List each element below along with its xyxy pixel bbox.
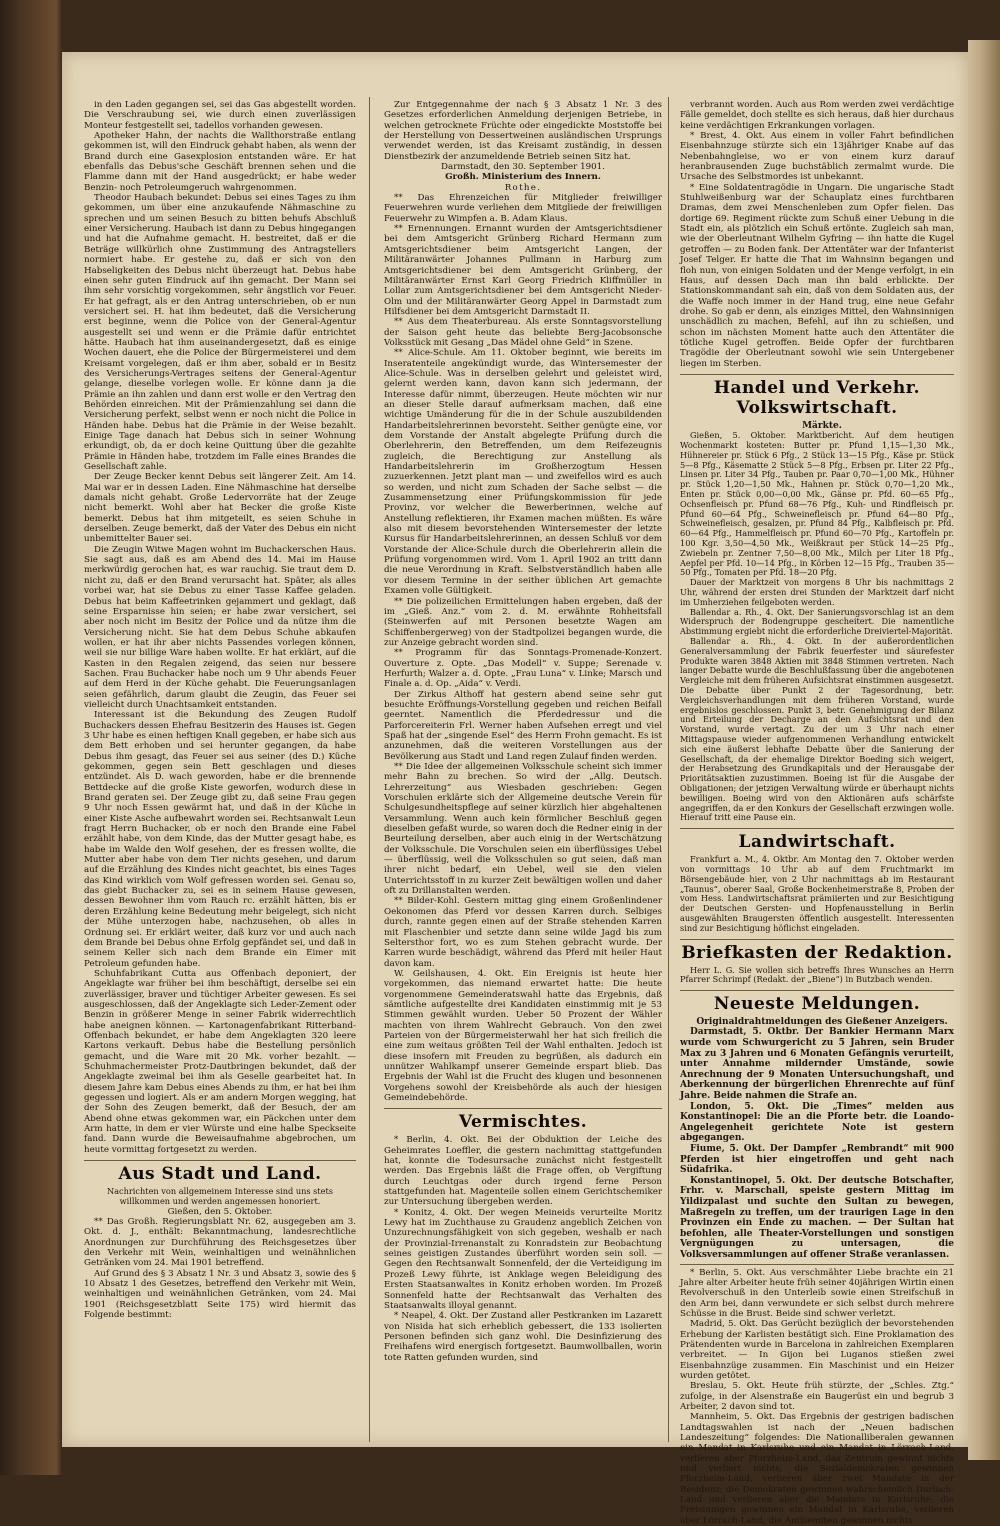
- section-heading-vermischtes: Vermischtes.: [384, 1108, 662, 1132]
- article-paragraph: Madrid, 5. Okt. Das Gerücht bezüglich der bevorstehenden Erhebung der Karlisten bestätigt sich. Eine Proklamation des Prätendenten wurde in Barcelona in zahlreichen Exemplaren verbreitet. — In Gijon bei Luganos stießen zwei Eisenbahnzüge zusammen. Ein Maschinist und ein Heizer wurden getötet.: [680, 1319, 954, 1381]
- article-paragraph: ** Alice-Schule. Am 11. Oktober beginnt, wie bereits im Inseratenteile angekündigt wurde, das Wintersemester der Alice-Schule. Was in derselben gelehrt und geleistet wird, gelernt werden kann, davon kann sich jedermann, der Interesse dafür nimmt, überzeugen. Heute möchten wir nur an dieser Stelle darauf aufmerksam machen, daß eine wichtige Umänderung für die in der Schule auszubildenden Handarbeitslehrerinnen bevorsteht. Seither genügte eine, vor dem Vorstande der Anstalt abgelegte Prüfung durch die Oberlehrerin, den Betreffenden, um dem Reifezeugnis zugleich, die Berechtigung zur Anstellung als Handarbeitslehrerin im Großherzogtum Hessen zuzuerkennen. Jetzt plant man — und zweifellos wird es auch so werden, und nicht zum Schaden der Sache selbst — die Zusammensetzung einer Prüfungskommission für jede Provinz, vor welcher die Bewerberinnen, welche auf Anstellung reflektieren, ihr Examen machen müßten. Es wäre also mit diesem bevorstehenden Wintersemester der letzte Kursus für Handarbeitslehrerinnen, an dessen Schluß vor dem Vorstande der Alice-Schule durch die Oberlehrerin allein die Prüfung vorgenommen wird. Vom 1. April 1902 an tritt dann die neue Verordnung in Kraft. Selbstverständlich haben alle vor diesem Termine in der seither üblichen Art gemachte Examen volle Gültigkeit.: [384, 348, 662, 597]
- article-paragraph: Zur Entgegennahme der nach § 3 Absatz 1 Nr. 3 des Gesetzes erforderlichen Anmeldung derjenigen Betriebe, in welchen getrocknete Früchte oder eingedickte Moststoffe bei der Herstellung von Dessertweinen ausländischen Ursprungs verwendet werden, ist das Kreisamt zuständig, in dessen Dienstbezirk der anzumeldende Betrieb seinen Sitz hat.: [384, 100, 662, 162]
- column-1: [84, 100, 356, 1440]
- article-paragraph: Ballendar a. Rh., 4. Okt. Der Sanierungsvorschlag ist an dem Widerspruch der Bodengruppe gescheitert. Die namentliche Abstimmung ergiebt nicht die erforderliche Dreiviertel-Majorität.: [680, 606, 954, 637]
- section-heading-neueste-meldungen: Neueste Meldungen.: [680, 990, 954, 1014]
- section-heading-handel: Handel und Verkehr. Volkswirtschaft.: [680, 374, 954, 418]
- article-paragraph: * Berlin, 4. Okt. Bei der Obduktion der Leiche des Geheimrates Loeffler, die gestern nachmittag stattgefunden hat, konnte die Todesursache zunächst nicht festgestellt werden. Das Ergebnis läßt die Frage offen, ob Vergiftung durch Leuchtgas oder durch irgend ferne Person stattgefunden hat. Magenteile sollen einem Gerichtschemiker zur Untersuchung übergeben werden.: [384, 1135, 662, 1208]
- signature-date: Darmstadt, den 30. September 1901.: [441, 162, 605, 173]
- newspaper-page: [62, 52, 968, 1526]
- article-paragraph: Der Zirkus Althoff hat gestern abend seine sehr gut besuchte Eröffnungs-Vorstellung gegeben und reichen Beifall geerntet. Namentlich die Pferdedressur und die Parforcereiterin Frl. Werner haben Aufsehen erregt und viel Spaß hat der „singende Esel“ des Herrn Frohn gemacht. Es ist anzunehmen, daß die weiteren Vorstellungen aus der Bevölkerung aus Stadt und Land regen Zulauf finden werden.: [384, 689, 662, 762]
- signature-name: Rothe.: [504, 182, 542, 193]
- article-paragraph: ** Bilder-Kohl. Gestern mittag ging einem Großenlindener Oekonomen das Pferd vor dessen Karren durch. Selbiges durch, rannte gegen einen auf der Straße stehenden Karren mit Flaschenbier und setzte dann seine wilde Jagd bis zum Seltersthor fort, wo es zum Stehen gebracht wurde. Der Karren wurde beschädigt, während das Pferd mit heiler Haut davon kam.: [384, 896, 662, 969]
- article-paragraph: Theodor Haubach bekundet: Debus sei eines Tages zu ihm gekommen, um über eine anzukaufende Nähmaschine zu sprechen und um seinen Besuch zu bitten behufs Abschluß einer Versicherung. Haubach ist dann zu Debus hingegangen und hat die Aufnahme gemacht. H. bestreitet, daß er die Beträge willkürlich ohne Zustimmung des Antragstellers normiert habe. Er gestehe zu, daß er sich von den Habseligkeiten des Debus nicht überzeugt hat. Debus habe einen sehr guten Eindruck auf ihn gemacht. Der Mann sei ihm sehr vorsichtig vorgekommen, sehr ängstlich vor Feuer. Er hat gefragt, als er den Antrag unterschrieben, ob er nun versichert sei. H. hat ihm bedeutet, daß die Versicherung erst beginne, wenn die Police von der General-Agentur ausgestellt sei und wenn er die Prämie dafür entrichtet hätte. Haubach hat ihm auseinandergesetzt, daß es einige Wochen dauert, ehe die Police der Bürgermeisterei und dem Kreisamt vorgelegen, daß er ihm aber, sobald er in Besitz des Versicherungs-Vertrages seitens der General-Agentur gelange, dieselbe vorlegen wolle. Er könne dann ja die Prämie an ihn zahlen und dann erst wolle er den Vertrag den Behörden einreichen. Mit der Prämienzahlung sei dann die Versicherung perfekt, selbst wenn er noch nicht die Police in Händen habe. Debus hat die Prämie in der Weise bezahlt. Einige Tage danach hat Debus sich in seiner Wohnung erkundigt, ob, da er doch keine Quittung über die gezahlte Prämie in Händen habe, trotzdem im Falle eines Brandes die Gesellschaft zahle.: [84, 193, 356, 473]
- article-paragraph: ** Das Ehrenzeichen für Mitglieder freiwilliger Feuerwehren wurde verliehen dem Mitgliede der freiwilligen Feuerwehr zu Wimpfen a. B. Adam Klaus.: [384, 193, 662, 224]
- article-paragraph: Dauer der Marktzeit von morgens 8 Uhr bis nachmittags 2 Uhr, während der ersten drei Stunden der Marktzeit darf nicht im Umherziehen feilgeboten werden.: [680, 577, 954, 607]
- article-paragraph: ** Die polizeilichen Ermittelungen haben ergeben, daß der im „Gieß. Anz.“ vom 2. d. M. erwähnte Rohheitsfall (Steinwerfen auf mit Personen besetzte Wagen am Schiffenbergerweg) von der Stadtpolizei begangen wurde, die zur Anzeige gebracht worden sind.: [384, 596, 662, 648]
- article-paragraph: London, 5. Okt. Die „Times“ melden aus Konstantinopel: Die an die Pforte betr. die Loando-Angelegenheit gerichtete Note ist gestern abgegangen.: [680, 1101, 954, 1144]
- article-paragraph: Gießen, 5. Oktober. Marktbericht. Auf dem heutigen Wochenmarkt kosteten: Butter pr. Pfund 1,15—1,30 Mk., Hühnereier pr. Stück 6 Pfg., 2 Stück 13—15 Pfg., Käse pr. Stück 5—8 Pfg., Käsematte 2 Stück 5—8 Pfg., Erbsen pr. Liter 22 Pfg., Linsen pr. Liter 34 Pfg., Tauben pr. Paar 0,70—1,00 Mk., Hühner pr. Stück 1,20—1,50 Mk., Hahnen pr. Stück 0,70—1,20 Mk., Enten pr. Stück 0,00—0,00 Mk., Gänse pr. Pfd. 60—65 Pfg., Ochsenfleisch pr. Pfund 68—76 Pfg., Kuh- und Rindfleisch pr. Pfund 60—64 Pfg., Schweinefleisch pr. Pfund 64—80 Pfg., Schweinefleisch, gesalzen, pr. Pfund 84 Pfg., Kalbfleisch pr. Pfd. 60—64 Pfg., Hammelfleisch pr. Pfund 60—70 Pfg., Kartoffeln pr. 100 Kgr. 3,50—4,50 Mk., Weißkraut per Stück 14—25 Pfg., Zwiebeln pr. Zentner 7,50—8,00 Mk., Milch per Liter 18 Pfg., Aepfel per Pfd. 10—14 Pfg., in Körben 12—15 Pfg., Trauben 35—50 Pfg., Tomaten per Pfd. 18—20 Pfg.: [680, 430, 954, 578]
- article-paragraph: in den Laden gegangen sei, sei das Gas abgestellt worden. Die Verschraubung sei, wie durch einen zuverlässigen Monteur festgestellt sei, tadellos vorhanden gewesen.: [84, 100, 356, 131]
- article-paragraph: Mannheim, 5. Okt. Das Ergebnis der gestrigen badischen Landtagswahlen ist nach der „Neuen badischen Landeszeitung“ folgendes: Die Nationalliberalen gewannen ein Mandat in Karlsruhe und ein Mandat in Lörrach-Land, verlieren aber Pforzheim-Land, das Zentrum gewinnt nichts und verliert nichts; die Sozialdemokraten gewinnen Pforzheim-Land, verlieren aber zwei Mandate in der Residenz; die Demokraten gewinnen wahrscheinlich Durlach-Land und verlieren aber die Mandate in Karlsruhe; die Freisinnigen gewinnen ein Mandat in Karlsruhe, verlieren aber Lörrach-Land; die Antisemiten gewinnen nichts: [680, 1412, 954, 1526]
- section-note: Nachrichten von allgemeinem Interesse sind uns stets willkommen und werden angemessen honoriert.: [106, 1186, 334, 1206]
- article-paragraph: * Eine Soldatentragödie in Ungarn. Die ungarische Stadt Stuhlweißenburg war der Schauplatz eines furchtbaren Dramas, dem zwei Menschenleben zum Opfer fielen. Das dortige 69. Regiment rückte zum Schuß einer Uebung in die Stadt ein, als plötzlich ein Schuß ertönte. Zugleich sah man, wie der Oberleutnant Wilhelm Gyfring — ihn hatte die Kugel getroffen — zu Boden fank. Der Attentäter war der Infanterist Josef Telger. Er hatte die That im Wahnsinn begangen und floh nun, von einigen Soldaten und der Menge verfolgt, in ein Haus, auf dessen Dach man ihn bald erblickte. Der Stationskommandant sah ein, daß von dem Soldaten aus, der die Waffe noch immer in der Hand trug, eine neue Gefahr drohe. So gab er denn, als einziges Mittel, den Wahnsinnigen unschädlich zu machen, Befehl, auf ihn zu schießen, und schon im nächsten Moment hatte auch den Attentäter die tötliche Kugel getroffen. Beide Opfer der furchtbaren Tragödie der Oberleutnant sowohl wie sein Untergebener liegen im Sterben.: [680, 182, 954, 369]
- article-paragraph: Frankfurt a. M., 4. Oktbr. Am Montag den 7. Oktober werden von vormittags 10 Uhr ab auf dem Fruchtmarkt im Börsengebäude hier, von 2 Uhr nachmittags ab im Restaurant „Taunus“, oberer Saal, Große Bockenheimerstraße 8, Proben der vom Hess. Landwirtschaftsrat prämiierten und zur Besichtigung der Deutschen Gersten- und Hopfenausstellung in Berlin ausgewählten Braugersten öffentlich ausgestellt. Interessenten sind zur Besichtigung höflichst eingeladen.: [680, 854, 954, 933]
- article-paragraph: Interessant ist die Bekundung des Zeugen Rudolf Buchackers dessen Ehefrau Besitzerin des Hauses ist. Gegen 3 Uhr habe es einen heftigen Knall gegeben, er habe sich aus dem Bett erhoben und sei herunter gegangen, da habe Debus ihm gesagt, das Feuer sei aus seiner (des D.) Küche gekommen, gegen sein Bett geschlagen und dieses entzündet. Als D. wach geworden, habe er die brennende Bettdecke auf die große Kiste geworfen, wodurch diese in Brand geraten sei. Der Zeuge gibt zu, daß seine Frau gegen 9 Uhr noch Essen gewärmt hat, und daß in der Küche in einer Kiste Asche aufbewahrt worden sei. Rechtsanwalt Leun fragt Herrn Buchacker, ob er noch den Brande eine Fabel erzählt habe, von dem Kinde, das der Mutter gesagt habe, es habe im Walde den Wolf gesehen, der es fressen wollte, die Mutter aber habe von dem Tier nichts gesehen, und darum auf die Erzählung des Kindes nicht geachtet, bis eines Tages das Kind wirklich vom Wolf gefressen worden sei. Genau so, das giebt Buchacker zu, sei es in seinem Hause gewesen, dessen Bewohner ihm vom Rauch rc. erzählt hätten, bis er deren Erzählung keine Bedeutung mehr beigelegt, sich nicht der Mühe unterzogen habe, nachzusehen, ob alles in Ordnung sei. Er erklärt weiter, daß kurz vor und auch nach dem Brande bei Debus ohne Erfolg gepfändet sei, und daß in seinem Keller sich nach dem Brande ein Eimer mit Petroleum gefunden habe.: [84, 710, 356, 969]
- article-paragraph: * Brest, 4. Okt. Aus einem in voller Fahrt befindlichen Eisenbahnzuge stürzte sich ein 13jähriger Knabe auf das Nebenbahngleise, wo er von einem kurz darauf heranbrausenden Zuge buchstäblich zermalmt wurde. Die Ursache des Selbstmordes ist unbekannt.: [680, 131, 954, 183]
- dateline: Gießen, den 5. Oktober.: [167, 1206, 273, 1217]
- article-paragraph: * Berlin, 5. Okt. Aus verschmähter Liebe brachte ein 21 Jahre alter Arbeiter heute früh seiner 40jährigen Wirtin einen Revolverschuß in den Unterleib sowie einen Streifschuß in den Arm bei, dann verwundete er sich selbst durch mehrere Schüsse in die Brust. Beide sind schwer verletzt.: [680, 1267, 954, 1319]
- article-paragraph: ** Ernennungen. Ernannt wurden der Amtsgerichtsdiener bei dem Amtsgericht Grünberg Richard Hermann zum Amtsgerichtsdiener beim Amtsgericht Langen, der Militäranwärter Johannes Pullmann in Harburg zum Amtsgerichtsdiener bei dem Amtsgericht Grünberg, der Militäranwärter Ernst Karl Georg Friedrich Kliffmüller in Lollar zum Amtsgerichtsdiener bei dem Amtsgericht Nieder-Olm und der Militäranwärter Georg Appel in Darmstadt zum Hilfsdiener bei dem Amtsgericht Darmstadt II.: [384, 224, 662, 317]
- article-paragraph: ** Die Idee der allgemeinen Volksschule scheint sich immer mehr Bahn zu brechen. So wird der „Allg. Deutsch. Lehrerzeitung“ aus Wiesbaden geschrieben: Gegen Vorschulen erklärte sich der Allgemeine deutsche Verein für Schulgesundheitspflege auf seiner kürzlich hier abgehaltenen Versammlung. Wenn auch kein förmlicher Beschluß gegen dieselben gefaßt wurde, so waren doch die Redner einig in der Beurteilung derselben, aber auch einig in der Wertschätzung der Volksschule. Die Vorschulen seien ein überflüssiges Uebel — überflüssig, weil die Volksschulen so gut seien, daß man ihrer nicht bedarf, ein Uebel, weil sie den vielen Unterrichtsstoff in zu kurzer Zeit bewältigen wollen und daher oft zu Drillanstalten werden.: [384, 762, 662, 897]
- column-rule: [369, 97, 370, 1442]
- next-page-edge: [968, 40, 1000, 1460]
- article-paragraph: W. Geilshausen, 4. Okt. Ein Ereignis ist heute hier vorgekommen, das niemand erwartet hatte: Die heute vorgenommene Gemeinderatswahl hatte das Ergebnis, daß sämtliche aufgestellte drei Kandidaten einstimmig mit je 53 Stimmen gewählt wurden. Ueber 50 Prozent der Wähler machten von ihrem Wahlrecht Gebrauch. Von den zwei Parteien von der Bürgermeisterwahl her hat sich freilich die eine zum weitaus größten Teil der Wahl enthalten. Jedoch ist diese insofern mit Freuden zu begrüßen, als dadurch ein unnützer Wahlkampf unserer Gemeinde erspart blieb. Das Ergebnis der Wahl ist die Frucht des klugen und besonnenen Vorgehens sowohl der Kreisbehörde als auch der hiesigen Gemeindebehörde.: [384, 968, 662, 1103]
- column-3: [680, 100, 954, 1526]
- divider: [680, 1264, 954, 1265]
- subheading-maerkte: Märkte.: [802, 420, 842, 431]
- article-paragraph: * Neapel, 4. Okt. Der Zustand aller Pestkranken im Lazarett von Nisida hat sich erheblich gebessert, die 133 isolierten Personen befinden sich ganz wohl. Die Desinfizierung des Freihafens wird energisch fortgesetzt. Baumwollballen, worin tote Ratten gefunden wurden, sind: [384, 1311, 662, 1363]
- article-paragraph: Breslau, 5. Okt. Heute früh stürzte, der „Schles. Ztg.“ zufolge, in der Alsenstraße ein Baugerüst ein und begrub 3 Arbeiter, 2 davon sind tot.: [680, 1381, 954, 1412]
- article-paragraph: ** Das Großh. Regierungsblatt Nr. 62, ausgegeben am 3. Okt. d. J., enthält: Bekanntmachung, landesrechtliche Anordnungen zur Durchführung des Reichsgesetzes über den Verkehr mit Wein, weinhaltigen und weinähnlichen Getränken vom 24. Mai 1901 betreffend.: [84, 1217, 356, 1269]
- column-rule: [668, 97, 669, 1442]
- article-paragraph: Herr L. G. Sie wollen sich betreffs Ihres Wunsches an Herrn Pfarrer Schrimpf (Redakt. der „Biene“) in Butzbach wenden.: [680, 964, 954, 985]
- section-heading-landwirtschaft: Landwirtschaft.: [680, 828, 954, 852]
- article-paragraph: verbrannt worden. Auch aus Rom werden zwei verdächtige Fälle gemeldet, doch stellte es sich heraus, daß hier durchaus keine verdächtigen Erkrankungen vorlagen.: [680, 100, 954, 131]
- article-paragraph: Auf Grund des § 3 Absatz 1 Nr. 3 und Absatz 3, sowie des § 10 Absatz 1 des Gesetzes, betreffend den Verkehr mit Wein, weinhaltigen und weinähnlichen Getränken, vom 24. Mai 1901 (Reichsgesetzblatt Seite 175) wird hiermit das Folgende bestimmt:: [84, 1268, 356, 1321]
- section-heading-briefkasten: Briefkasten der Redaktion.: [680, 939, 954, 963]
- article-paragraph: Konstantinopel, 5. Okt. Der deutsche Botschafter, Frhr. v. Marschall, speiste gestern Mittag im Yildizpalast und suchte den Sultan zu bewegen, Maßregeln zu treffen, um der traurigen Lage in den Provinzen ein Ende zu machen. — Der Sultan hat befohlen, alle Theater-Vorstellungen und sonstigen Vergnügungen zu untersagen, die Volksversammlungen auf offener Straße veranlassen.: [680, 1175, 954, 1260]
- section-heading-stadt-und-land: Aus Stadt und Land.: [84, 1160, 356, 1184]
- article-paragraph: Darmstadt, 5. Oktbr. Der Bankier Hermann Marx wurde vom Schwurgericht zu 5 Jahren, sein Bruder Max zu 3 Jahren und 6 Monaten Gefängnis verurteilt, unter Annahme mildernder Umstände, sowie Anrechnung der 9 Monaten Untersuchungshaft, und Aberkennung der bürgerlichen Ehrenrechte auf fünf Jahre. Beide nahmen die Strafe an.: [680, 1027, 954, 1102]
- column-2: [384, 100, 662, 1440]
- signature-ministry: Großh. Ministerium des Innern.: [445, 172, 601, 183]
- article-paragraph: ** Programm für das Sonntags-Promenade-Konzert. Ouverture z. Opte. „Das Modell“ v. Suppe; Serenade v. Herfurth; Walzer a. d. Opte. „Frau Luna“ v. Linke; Marsch und Finale a. d. Op. „Aida“ v. Verdi.: [384, 648, 662, 690]
- article-paragraph: Ballendar a. Rh., 4. Okt. In der außerordentlichen Generalversammlung der Fabrik feuerfester und säurefester Produkte waren 3848 Aktien mit 3848 Stimmen vertreten. Nach langer Debatte wurde die Beschlußfassung über die angebotenen Vergleiche mit dem früheren Aufsichtsrat einstimmen ausgesetzt. Die Debatte über Punkt 2 der Tagesordnung, betr. Vergleichsverhandlungen mit dem früheren Vorstand, wurde ergebnislos geschlossen. Punkt 3, betr. Genehmigung der Bilanz und Erteilung der Decharge an den Aufsichtsrat und den Vorstand, wurde vertagt. Zu der um 3 Uhr nach einer Mittagspause wieder aufgenommenen Verhandlung entwickelt sich eine äußerst lebhafte Debatte über die Sanierung der Gesellschaft, da der ehemalige Direktor Boeding sich weigert, der Herabsetzung des Grundkapitals und der Herausgabe der Prioritätsaktien zuzustimmen. Boeing ist für die Ausgabe der Obligationen; der jetzigen Verwaltung würde er überhaupt nichts bewilligen. Boeing wird von den Aktionären aufs schärfste angegriffen, da er den Konkurs der Gesellschaft erzwingen wolle. Hierauf tritt eine Pause ein.: [680, 636, 954, 823]
- subheading-originaldrahtmeldungen: Originaldrahtmeldungen des Gießener Anzeigers.: [696, 1017, 948, 1028]
- article-paragraph: Schuhfabrikant Cutta aus Offenbach deponiert, der Angeklagte war früher bei ihm beschäftigt, derselbe sei ein zuverlässiger, braver und tüchtiger Arbeiter gewesen. Es sei ausgeschlossen, daß der Angeklagte sich Leder-Zement oder Benzin in größerer Menge in seiner Fabrik widerrechtlich habe aneignen können. — Kartonagenfabrikant Ritterband-Offenbach bekundet, er habe dem Angeklagten 320 leere Kartons verkauft. Debus habe die Bestellung persönlich gemacht, und die Ware mit 20 Mk. vorher bezahlt. — Schuhmachermeister Protz-Dautbringen bekundet, daß der Angeklagte zweimal bei ihm als Geselle gearbeitet hat. In diesem Jahre kam Debus eines Abends zu ihm, er hat bei ihm gegessen und logiert. Als er am andern Morgen wegging, hat der Sohn des Zeugen bemerkt, daß der Besuch, der am Abend ohne etwas gekommen war, ein Päckchen unter dem Arm hatte, in dem er vier Würste und eine halbe Speckseite fand. Dann wurde die Beweisaufnahme abgebrochen, um heute vormittag fortgesetzt zu werden.: [84, 968, 356, 1155]
- article-paragraph: Der Zeuge Becker kennt Debus seit längerer Zeit. Am 14. Mai war er in dessen Laden. Eine Nähmaschine hat derselbe damals nicht gehabt. Große Ledervorräte hat der Zeuge nicht bemerkt. Wohl aber hat Becker die große Kiste bemerkt. Debus hat ihm mitgeteilt, es seien Schuhe in derselben. Zeuge bemerkt, daß der Vater des Debus ein nicht unbemittelter Bauer sei.: [84, 472, 356, 545]
- article-paragraph: Apotheker Hahn, der nachts die Wallthorstraße entlang gekommen ist, will den Eindruck gehabt haben, als wenn der Brand durch eine Gasexplosion entstanden wäre. Er hat ebenfalls das Debus'sche Geschäft brennen sehen und die Flamme dann mit der Hand ausgedrückt; er habe weder Benzin- noch Petroleumgeruch wahrgenommen.: [84, 131, 356, 193]
- article-paragraph: Fiume, 5. Okt. Der Dampfer „Rembrandt“ mit 900 Pferden ist hier eingetroffen und geht nach Südafrika.: [680, 1144, 954, 1176]
- article-paragraph: Die Zeugin Witwe Magen wohnt im Buchackerschen Haus. Sie sagt aus, daß es am Abend des 14. Mai im Hause merkwürdig gerochen hat, es war rauchig. Sie traut dem D. nicht zu, daß er den Brand verursacht hat. Später, als alles vorbei war, hat sie Debus zu einer Tasse Kaffee geladen. Debus hat beim Kaffeetrinken gejammert und geklagt, daß seine Ersparnisse hin seien; er habe zwar versichert, sei aber noch nicht im Besitz der Police und da nütze ihm die Versicherung nicht. Sie hat dem Debus Schuhe abkaufen wollen, er hat ihr aber nichts Passendes vorlegen können, weil sie nur billige Ware haben wollte. Er hat erklärt, auf die Kasten in den Regalen zeigend, das seien nur bessere Sachen. Frau Buchacker habe noch um 9 Uhr abends Feuer auf dem Herd in der Küche gehabt. Die Feuerungsanlagen seien gefährlich, darum glaubt die Zeugin, das Feuer sei vielleicht durch Unachtsamkeit entstanden.: [84, 544, 356, 710]
- article-paragraph: * Konitz, 4. Okt. Der wegen Meineids verurteilte Moritz Lewy hat im Zuchthause zu Graudenz angeblich Zeichen von Unzurechnungsfähigkeit von sich gegeben, weshalb er nach der Provinzial-Irrenanstalt zu Konradstein zur Beobachtung seines geistigen Zustandes überführt worden sein soll. — Gegen den Rechtsanwalt Sonnenfeld, der die Verteidigung im Prozeß Lewy führte, ist Anklage wegen Beleidigung des Ersten Staatsanwaltes in Konitz erhoben worden. Im Prozeß Sonnenfeld hatte der Rechtsanwalt das Verhalten des Staatsanwalts illoyal genannt.: [384, 1207, 662, 1311]
- article-paragraph: ** Aus dem Theaterbureau. Als erste Sonntagsvorstellung der Saison geht heute das beliebte Berg-Jacobsonsche Volksstück mit Gesang „Das Mädel ohne Geld“ in Szene.: [384, 317, 662, 348]
